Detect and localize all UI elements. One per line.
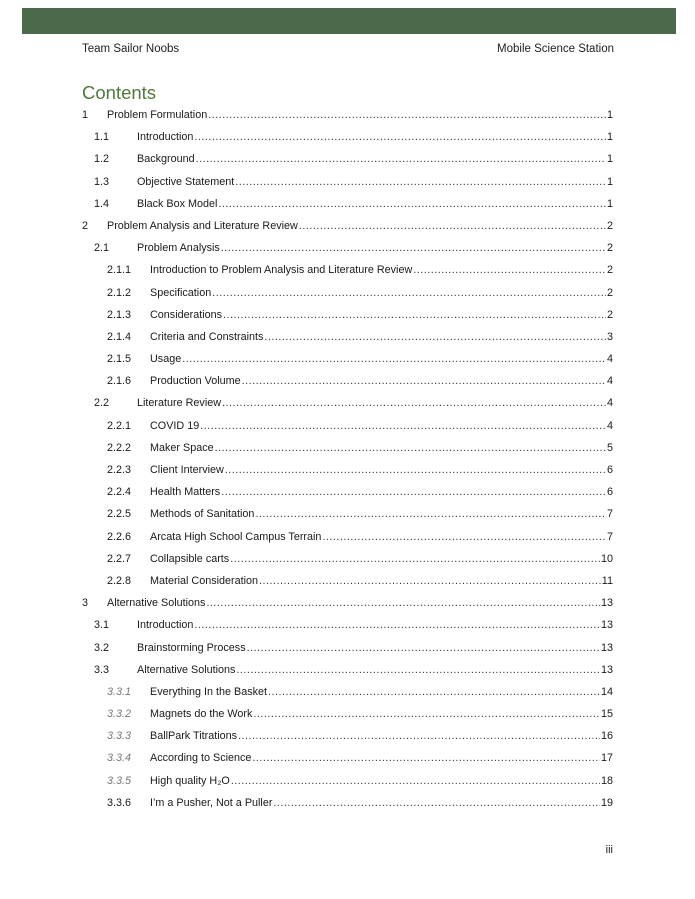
toc-entry-number: 3.3.2 [107, 708, 132, 721]
toc-leader-dots [200, 415, 606, 437]
toc-entry-number: 3 [82, 597, 89, 610]
toc-entry-line [150, 415, 613, 437]
toc-entry-number: 2.1 [94, 242, 110, 255]
toc-entry-line [150, 725, 613, 747]
toc-entry-page: 2 [606, 286, 613, 299]
toc-entry-line [150, 681, 613, 703]
toc-entry-number: 2.2 [94, 397, 110, 410]
toc-leader-dots [247, 637, 600, 659]
toc-entry-line [137, 148, 613, 170]
toc-leader-dots [221, 237, 606, 259]
toc-entry[interactable] [82, 282, 613, 304]
toc-entry-number: 2 [82, 219, 89, 232]
toc-leader-dots [223, 304, 606, 326]
toc-entry-page: 15 [600, 708, 613, 721]
toc-entry-page: 1 [606, 109, 613, 121]
toc-entry-page: 1 [606, 153, 613, 166]
toc-entry-line [137, 392, 613, 414]
toc-entry-number: 2.2.1 [107, 419, 132, 432]
toc-entry-title: Alternative Solutions [137, 659, 236, 681]
toc-entry-page: 3 [606, 330, 613, 343]
toc-entry-page: 6 [606, 464, 613, 476]
toc-entry-number: 3.3.5 [107, 774, 132, 787]
toc-entry-number: 1.2 [94, 153, 110, 166]
toc-entry[interactable] [82, 770, 613, 792]
toc-entry-page: 13 [600, 619, 613, 632]
toc-entry-title: Maker Space [150, 437, 215, 459]
toc-entry-title: Black Box Model [137, 193, 218, 215]
toc-entry-title: Introduction [137, 614, 194, 636]
toc-entry-page: 13 [600, 597, 613, 610]
toc-entry-page: 2 [606, 308, 613, 321]
toc-entry[interactable] [82, 392, 613, 414]
toc-entry-line [150, 548, 613, 570]
toc-entry-line [150, 503, 613, 525]
header-project-name: Mobile Science Station [497, 43, 614, 55]
toc-entry-number: 2.2.5 [107, 508, 132, 521]
toc-entry-line [150, 703, 613, 725]
toc-entry-line [150, 370, 613, 392]
toc-entry-number: 3.3.6 [107, 796, 132, 809]
toc-entry-title: Considerations [150, 304, 223, 326]
toc-entry[interactable] [82, 126, 613, 148]
toc-entry-title: Client Interview [150, 459, 225, 481]
toc-entry-number: 3.3.1 [107, 685, 132, 698]
toc-entry-title: Criteria and Constraints [150, 326, 264, 348]
toc-entry-title: Problem Analysis [137, 237, 221, 259]
toc-entry-line [107, 104, 613, 126]
toc-entry-line [150, 792, 613, 814]
toc-entry-line [150, 282, 613, 304]
toc-entry-number: 1.4 [94, 197, 110, 210]
toc-entry-title: Introduction [137, 126, 194, 148]
toc-entry-line [150, 348, 613, 370]
toc-entry-line [137, 126, 613, 148]
toc-entry-number: 3.3 [94, 663, 110, 676]
toc-entry[interactable] [82, 503, 613, 525]
toc-leader-dots [252, 747, 600, 769]
toc-entry-title: Introduction to Problem Analysis and Literature Review [150, 259, 413, 281]
toc-entry[interactable] [82, 326, 613, 348]
toc-entry-title: BallPark Titrations [150, 725, 238, 747]
toc-entry[interactable] [82, 259, 613, 281]
toc-entry-title: According to Science [150, 747, 252, 769]
toc-entry[interactable] [82, 171, 613, 193]
toc-entry-line [150, 481, 613, 503]
toc-leader-dots [208, 104, 606, 126]
toc-entry-title: Brainstorming Process [137, 637, 247, 659]
toc-entry[interactable] [82, 459, 613, 481]
toc-leader-dots [215, 437, 606, 459]
toc-entry[interactable] [82, 415, 613, 437]
toc-entry-title: Collapsible carts [150, 548, 230, 570]
toc-entry-line [137, 193, 613, 215]
toc-leader-dots [273, 792, 600, 814]
toc-entry[interactable] [82, 637, 613, 659]
toc-entry-page: 4 [606, 375, 613, 388]
toc-entry[interactable] [82, 526, 613, 548]
toc-entry-title: Production Volume [150, 370, 242, 392]
toc-entry-page: 2 [606, 219, 613, 232]
toc-entry[interactable] [82, 747, 613, 769]
toc-leader-dots [212, 282, 606, 304]
toc-entry[interactable] [82, 592, 613, 614]
toc-entry-line [137, 614, 613, 636]
toc-entry-line [137, 637, 613, 659]
toc-entry-title: Health Matters [150, 481, 221, 503]
toc-entry-page: 4 [606, 419, 613, 432]
toc-entry-page: 6 [606, 486, 613, 499]
toc-entry-number: 2.1.3 [107, 308, 132, 321]
toc-entry-line [150, 437, 613, 459]
toc-entry-title: Objective Statement [137, 171, 235, 193]
table-of-contents [82, 104, 613, 814]
toc-entry[interactable] [82, 237, 613, 259]
toc-entry-page: 7 [606, 508, 613, 521]
toc-entry-title: High quality H₂O [150, 770, 231, 792]
toc-entry-line [150, 259, 613, 281]
toc-entry-page: 18 [600, 774, 613, 787]
toc-entry-number: 2.2.7 [107, 552, 132, 565]
toc-entry-page: 13 [600, 663, 613, 676]
toc-entry-line [150, 326, 613, 348]
toc-leader-dots [231, 770, 600, 792]
toc-entry[interactable] [82, 304, 613, 326]
toc-entry-page: 7 [606, 530, 613, 543]
toc-leader-dots [322, 526, 606, 548]
toc-entry-page: 14 [600, 685, 613, 698]
toc-leader-dots [236, 659, 600, 681]
toc-leader-dots [264, 326, 606, 348]
toc-entry-page: 1 [606, 197, 613, 210]
toc-entry[interactable] [82, 193, 613, 215]
toc-entry-number: 2.1.2 [107, 286, 132, 299]
toc-entry-line [150, 459, 613, 481]
toc-entry-page: 16 [600, 730, 613, 743]
toc-entry-page: 4 [606, 353, 613, 366]
toc-entry[interactable] [82, 570, 613, 592]
toc-entry-number: 2.2.8 [107, 574, 132, 587]
toc-entry-line [107, 592, 613, 614]
toc-entry-line [150, 570, 613, 592]
toc-entry-page: 13 [600, 641, 613, 654]
page-number: iii [605, 844, 613, 856]
toc-leader-dots [253, 703, 600, 725]
toc-entry-title: Everything In the Basket [150, 681, 268, 703]
toc-leader-dots [206, 592, 600, 614]
toc-entry-number: 1 [82, 109, 89, 121]
toc-entry-title: Specification [150, 282, 212, 304]
toc-entry-number: 3.3.4 [107, 752, 132, 765]
toc-entry-number: 2.1.5 [107, 353, 132, 366]
toc-entry-number: 2.2.3 [107, 464, 132, 476]
toc-leader-dots [299, 215, 606, 237]
toc-entry-page: 17 [600, 752, 613, 765]
toc-entry-line [150, 747, 613, 769]
toc-leader-dots [221, 481, 606, 503]
toc-entry-page: 10 [600, 552, 613, 565]
toc-entry-title: Arcata High School Campus Terrain [150, 526, 322, 548]
toc-entry[interactable] [82, 725, 613, 747]
toc-entry-page: 4 [606, 397, 613, 410]
toc-entry-line [150, 526, 613, 548]
toc-entry[interactable] [82, 348, 613, 370]
toc-entry-number: 3.1 [94, 619, 110, 632]
toc-entry-number: 2.1.4 [107, 330, 132, 343]
toc-entry-page: 5 [606, 441, 613, 454]
toc-entry-line [137, 171, 613, 193]
toc-leader-dots [255, 503, 606, 525]
toc-entry-title: Problem Analysis and Literature Review [107, 215, 299, 237]
toc-leader-dots [194, 126, 606, 148]
toc-entry[interactable] [82, 792, 613, 814]
toc-entry-number: 2.1.6 [107, 375, 132, 388]
toc-entry-title: I’m a Pusher, Not a Puller [150, 792, 273, 814]
toc-entry-page: 1 [606, 131, 613, 144]
contents-heading: Contents [82, 82, 157, 103]
toc-entry[interactable] [82, 681, 613, 703]
toc-leader-dots [242, 370, 606, 392]
toc-entry-line [150, 304, 613, 326]
toc-entry[interactable] [82, 614, 613, 636]
toc-entry-number: 2.1.1 [107, 264, 132, 277]
toc-leader-dots [182, 348, 606, 370]
toc-entry-line [137, 237, 613, 259]
toc-entry-number: 1.3 [94, 175, 110, 188]
toc-entry-number: 1.1 [94, 131, 110, 144]
toc-entry-number: 2.2.6 [107, 530, 132, 543]
toc-leader-dots [194, 614, 600, 636]
header-bar [22, 8, 676, 34]
header-team-name: Team Sailor Noobs [82, 43, 180, 55]
toc-entry-title: Problem Formulation [107, 104, 208, 126]
toc-entry[interactable] [82, 437, 613, 459]
toc-entry-title: Usage [150, 348, 182, 370]
toc-entry-title: COVID 19 [150, 415, 200, 437]
toc-leader-dots [413, 259, 606, 281]
toc-entry[interactable] [82, 104, 613, 126]
toc-leader-dots [235, 171, 606, 193]
toc-entry-page: 2 [606, 242, 613, 255]
toc-entry-line [137, 659, 613, 681]
toc-entry-number: 2.2.2 [107, 441, 132, 454]
toc-leader-dots [238, 725, 600, 747]
toc-leader-dots [196, 148, 606, 170]
toc-leader-dots [230, 548, 600, 570]
toc-entry-number: 3.3.3 [107, 730, 132, 743]
toc-entry[interactable] [82, 703, 613, 725]
toc-entry-page: 19 [600, 796, 613, 809]
toc-leader-dots [259, 570, 601, 592]
toc-entry-page: 11 [601, 574, 613, 587]
toc-entry[interactable] [82, 148, 613, 170]
toc-entry-title: Methods of Sanitation [150, 503, 255, 525]
toc-entry-page: 1 [606, 175, 613, 188]
toc-entry-title: Literature Review [137, 392, 222, 414]
toc-entry[interactable] [82, 370, 613, 392]
toc-leader-dots [268, 681, 600, 703]
toc-entry[interactable] [82, 548, 613, 570]
toc-entry-number: 2.2.4 [107, 486, 132, 499]
toc-entry-title: Alternative Solutions [107, 592, 206, 614]
toc-entry-title: Magnets do the Work [150, 703, 253, 725]
toc-leader-dots [218, 193, 606, 215]
toc-entry[interactable] [82, 215, 613, 237]
toc-entry-line [150, 770, 613, 792]
toc-leader-dots [222, 392, 606, 414]
toc-leader-dots [225, 459, 606, 481]
toc-entry-title: Background [137, 148, 196, 170]
toc-entry[interactable] [82, 481, 613, 503]
toc-entry-title: Material Consideration [150, 570, 259, 592]
toc-entry[interactable] [82, 659, 613, 681]
toc-entry-line [107, 215, 613, 237]
toc-entry-number: 3.2 [94, 641, 110, 654]
toc-entry-page: 2 [606, 264, 613, 277]
